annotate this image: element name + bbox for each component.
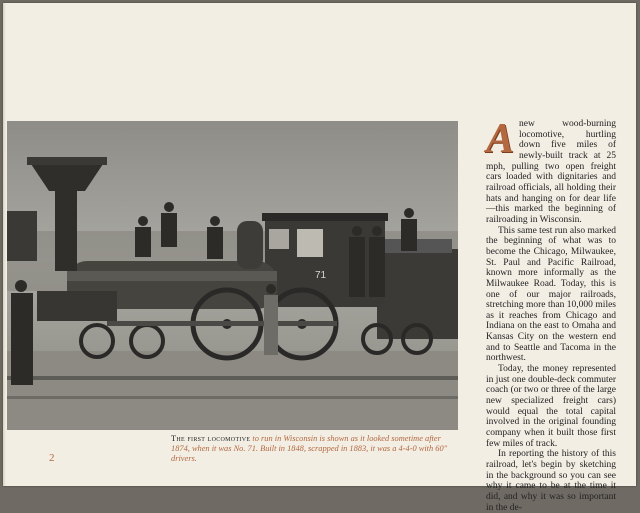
book-page <box>3 3 636 513</box>
article-paragraph <box>486 116 616 226</box>
article-paragraph: Today, the money represented in just one double-deck commuter coach (or two or three of the large new specialized freight cars) would equal the total capital involved in the original founding company when it built those first few miles of track. <box>486 364 616 449</box>
page-spine-shadow <box>3 3 6 486</box>
page-number: 2 <box>49 452 55 464</box>
article-paragraph: This same test run also marked the beginning of what was to become the Chicago, Milwaukee, St. Paul and Pacific Railroad, known more informally as the Milwaukee Road. Today, this is one of our major railroads, stretching more than 10,000 miles as it reaches from Chicago and Indiana on the east to Omaha and Kansas City on the western end and to Seattle and Tacoma in the northwest. <box>486 225 616 364</box>
article-column <box>486 116 616 513</box>
locomotive-photo <box>7 121 458 430</box>
drop-cap: A <box>486 116 515 162</box>
locomotive-number: 71 <box>315 270 327 281</box>
paragraph-text: new wood-burning locomotive, hurtling down five miles of newly-built track at 25 mph, pulling two open freight cars loaded with dignitaries and railroad officials, all holding their hats and hanging on for dear life—this marked the beginning of railroading in Wisconsin. <box>486 119 616 225</box>
article-paragraph: In reporting the history of this railroad, let's begin by sketching in the background so you can see why it came to be at the time it did, and why it was so important in the de- <box>486 449 616 513</box>
caption-lead: The first locomotive <box>171 434 251 443</box>
caption-text: to run in Wisconsin is shown as it looked sometime after 1874, when it was No. 71. Built in 1848, scrapped in 1883, it was a 4-4-0 with 60" drivers. <box>171 434 448 463</box>
photo-caption <box>171 434 461 464</box>
